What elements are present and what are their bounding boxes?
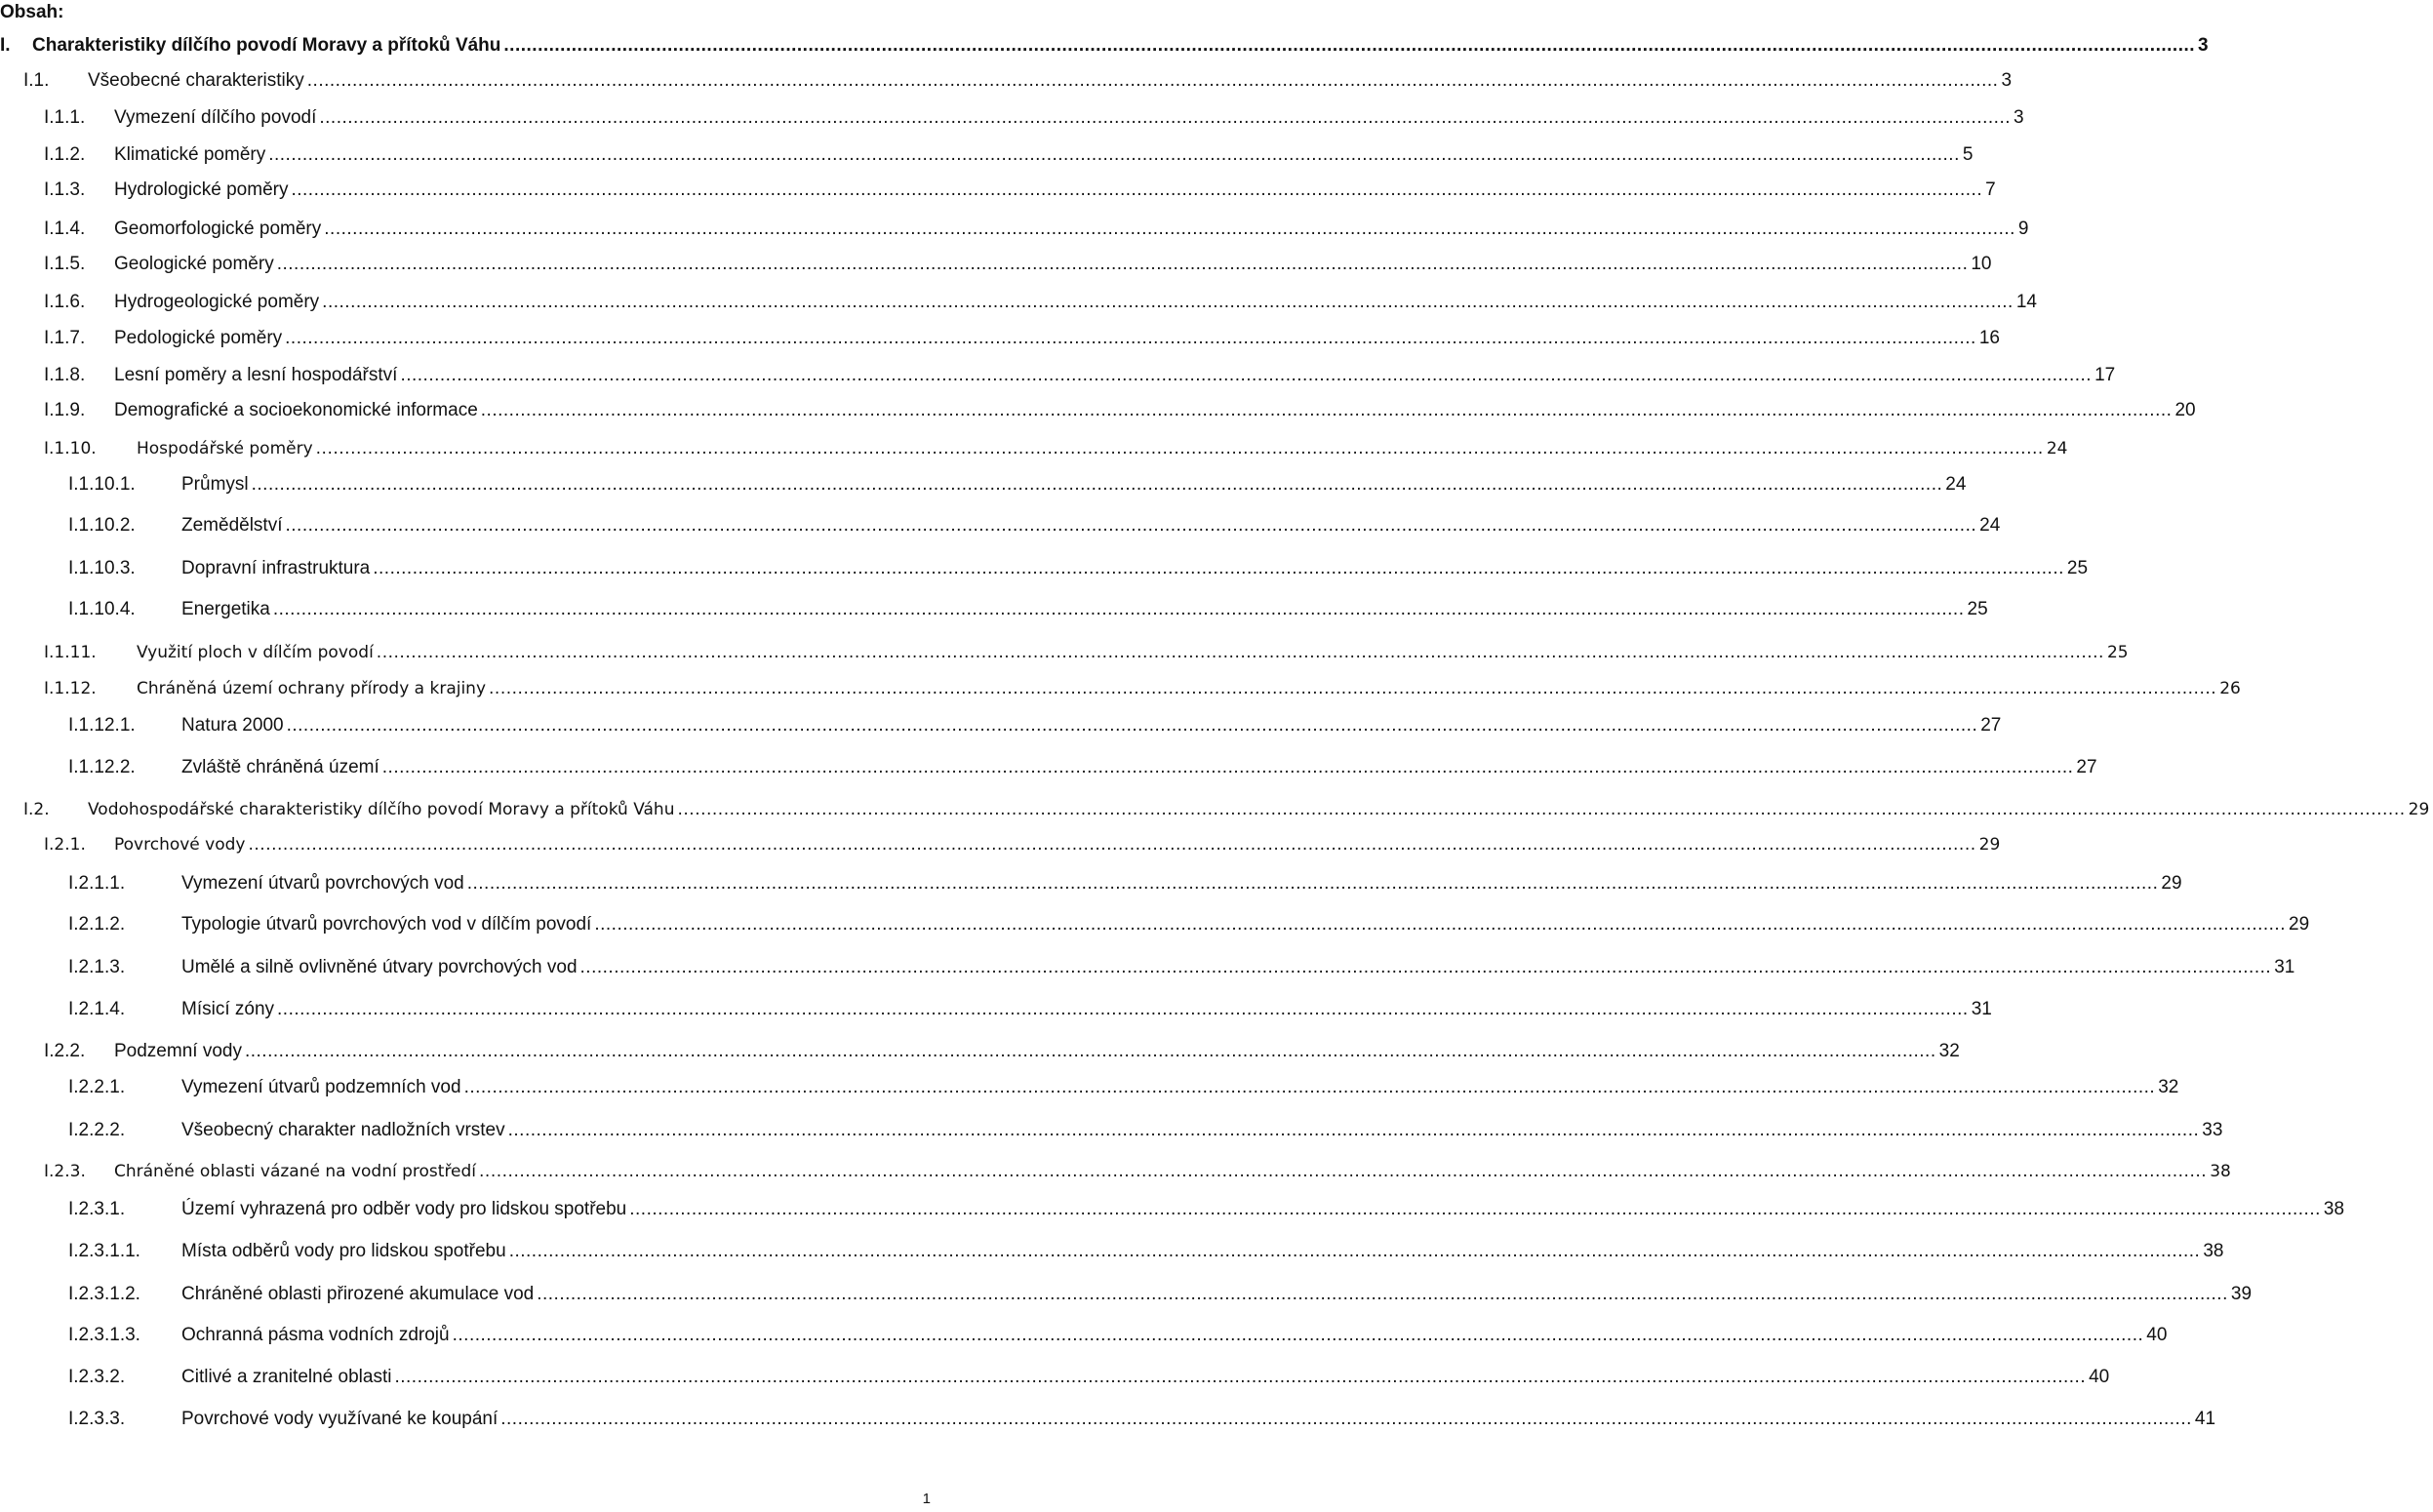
toc-number: I.1.2. — [44, 144, 86, 165]
toc-page-number: 38 — [2323, 1199, 2345, 1219]
toc-title: Dopravní infrastruktura — [181, 558, 371, 578]
toc-entry[interactable] — [68, 713, 2002, 738]
toc-entry[interactable] — [44, 326, 2000, 351]
toc-number: I.1.10. — [44, 439, 97, 458]
toc-title: Lesní poměry a lesní hospodářství — [114, 365, 398, 385]
toc-title: Typologie útvarů povrchových vod v dílčím povodí — [181, 914, 592, 935]
toc-page-number: 24 — [2046, 439, 2068, 458]
toc-number: I.2.3. — [44, 1162, 86, 1181]
toc-page-number: 16 — [1978, 328, 2000, 348]
toc-number: I.2.2.2. — [68, 1120, 126, 1140]
toc-entry[interactable] — [44, 832, 2001, 857]
toc-title: Využití ploch v dílčím povodí — [137, 643, 374, 662]
toc-number: I.1.3. — [44, 179, 86, 200]
toc-dot-leader: ............................................................................................................................................................................................................................................................................................................ — [285, 328, 1976, 348]
toc-number: I.2. — [23, 800, 50, 819]
toc-page-number: 32 — [2158, 1077, 2179, 1097]
toc-entry[interactable] — [68, 597, 1988, 622]
toc-dot-leader: ............................................................................................................................................................................................................................................................................................................ — [277, 999, 1969, 1019]
toc-entry[interactable] — [44, 1159, 2231, 1184]
toc-entry[interactable] — [68, 955, 2295, 980]
toc-entry[interactable] — [68, 755, 2097, 780]
toc-title: Všeobecné charakteristiky — [88, 70, 304, 91]
toc-number: I.1.10.2. — [68, 515, 136, 536]
toc-page-number: 41 — [2194, 1409, 2216, 1429]
toc-title: Hydrogeologické poměry — [114, 292, 320, 312]
toc-dot-leader: ............................................................................................................................................................................................................................................................................................................ — [537, 1284, 2228, 1304]
toc-number: I.2.1.3. — [68, 957, 126, 977]
toc-page-number: 24 — [1979, 515, 2001, 536]
toc-title: Charakteristiky dílčího povodí Moravy a přítoků Váhu — [32, 35, 501, 56]
toc-dot-leader: ............................................................................................................................................................................................................................................................................................................ — [373, 558, 2064, 578]
toc-title: Citlivé a zranitelné oblasti — [181, 1367, 392, 1387]
toc-title: Chráněné oblasti přirozené akumulace vod — [181, 1284, 535, 1304]
toc-entry[interactable] — [44, 363, 2116, 388]
toc-entry[interactable] — [68, 1407, 2216, 1432]
toc-title: Energetika — [181, 599, 270, 619]
toc-entry[interactable] — [68, 1323, 2168, 1348]
toc-page-number: 27 — [2076, 757, 2097, 777]
toc-dot-leader: ............................................................................................................................................................................................................................................................................................................ — [268, 144, 1960, 165]
toc-dot-leader: ............................................................................................................................................................................................................................................................................................................ — [248, 835, 1976, 855]
toc-dot-leader: ............................................................................................................................................................................................................................................................................................................ — [291, 179, 1983, 200]
toc-dot-leader: ............................................................................................................................................................................................................................................................................................................ — [489, 679, 2217, 698]
toc-dot-leader: ............................................................................................................................................................................................................................................................................................................ — [285, 515, 1977, 536]
toc-dot-leader: ............................................................................................................................................................................................................................................................................................................ — [394, 1367, 2087, 1387]
toc-number: I.2.3.3. — [68, 1409, 126, 1429]
toc-dot-leader: ............................................................................................................................................................................................................................................................................................................ — [244, 1041, 1936, 1061]
toc-title: Natura 2000 — [181, 715, 284, 736]
toc-number: I.1.8. — [44, 365, 86, 385]
toc-entry[interactable] — [23, 68, 2013, 94]
toc-page-number: 29 — [2289, 914, 2310, 935]
toc-page-number: 10 — [1971, 254, 1992, 274]
toc-entry[interactable] — [44, 252, 1992, 277]
toc-entry[interactable] — [44, 142, 1974, 168]
toc-entry[interactable] — [68, 1365, 2110, 1390]
toc-number: I.1.9. — [44, 400, 86, 420]
toc-page-number: 31 — [2274, 957, 2295, 977]
toc-dot-leader: ............................................................................................................................................................................................................................................................................................................ — [480, 400, 2173, 420]
toc-entry[interactable] — [68, 1075, 2179, 1100]
toc-dot-leader: ............................................................................................................................................................................................................................................................................................................ — [381, 757, 2074, 777]
toc-title: Vymezení útvarů podzemních vod — [181, 1077, 461, 1097]
toc-dot-leader: ............................................................................................................................................................................................................................................................................................................ — [466, 873, 2159, 894]
toc-page-number: 40 — [2146, 1325, 2168, 1345]
toc-dot-leader: ............................................................................................................................................................................................................................................................................................................ — [319, 107, 2012, 128]
toc-number: I.1.12.2. — [68, 757, 136, 777]
toc-entry[interactable] — [23, 797, 2430, 822]
toc-title: Mísicí zóny — [181, 999, 275, 1019]
toc-entry[interactable] — [44, 1039, 1960, 1064]
toc-number: I.1.11. — [44, 643, 97, 662]
toc-dot-leader: ............................................................................................................................................................................................................................................................................................................ — [276, 254, 1969, 274]
toc-entry[interactable] — [44, 217, 2029, 242]
toc-dot-leader: ............................................................................................................................................................................................................................................................................................................ — [272, 599, 1965, 619]
toc-number: I.2.1. — [44, 835, 86, 855]
toc-title: Vymezení dílčího povodí — [114, 107, 317, 128]
toc-number: I.2.1.2. — [68, 914, 126, 935]
toc-page-number: 25 — [2106, 643, 2129, 662]
toc-number: I.2.3.1.2. — [68, 1284, 140, 1304]
toc-title: Ochranná pásma vodních zdrojů — [181, 1325, 450, 1345]
toc-title: Místa odběrů vody pro lidskou spotřebu — [181, 1241, 506, 1261]
toc-page-number: 29 — [2408, 800, 2430, 819]
toc-number: I.1.6. — [44, 292, 86, 312]
toc-page-number: 29 — [1978, 835, 2001, 855]
toc-entry[interactable] — [68, 1239, 2224, 1264]
toc-entry[interactable] — [44, 290, 2037, 315]
toc-dot-leader: ............................................................................................................................................................................................................................................................................................................ — [594, 914, 2286, 935]
toc-entry[interactable] — [68, 912, 2310, 937]
toc-entry[interactable] — [68, 871, 2182, 896]
toc-title: Geologické poměry — [114, 254, 274, 274]
toc-dot-leader: ............................................................................................................................................................................................................................................................................................................ — [400, 365, 2093, 385]
toc-dot-leader: ............................................................................................................................................................................................................................................................................................................ — [629, 1199, 2321, 1219]
toc-dot-leader: ............................................................................................................................................................................................................................................................................................................ — [315, 439, 2044, 458]
toc-dot-leader: ............................................................................................................................................................................................................................................................................................................ — [500, 1409, 2192, 1429]
toc-page-number: 40 — [2089, 1367, 2110, 1387]
toc-title: Vodohospodářské charakteristiky dílčího povodí Moravy a přítoků Váhu — [88, 800, 675, 819]
toc-title: Povrchové vody využívané ke koupání — [181, 1409, 499, 1429]
page-number: 1 — [922, 1491, 931, 1507]
toc-page-number: 27 — [1980, 715, 2002, 736]
toc-page-number: 31 — [1971, 999, 1992, 1019]
toc-entry[interactable] — [0, 33, 2209, 59]
toc-dot-leader: ............................................................................................................................................................................................................................................................................................................ — [324, 219, 2015, 239]
toc-title: Zvláště chráněná území — [181, 757, 379, 777]
toc-entry[interactable] — [68, 472, 1967, 497]
toc-number: I.1.10.3. — [68, 558, 136, 578]
toc-dot-leader: ............................................................................................................................................................................................................................................................................................................ — [503, 35, 2196, 56]
toc-number: I.1.12.1. — [68, 715, 136, 736]
toc-number: I.1.12. — [44, 679, 97, 698]
toc-number: I.1.5. — [44, 254, 86, 274]
toc-title: Umělé a silně ovlivněné útvary povrchových vod — [181, 957, 578, 977]
toc-entry[interactable] — [44, 105, 2024, 131]
toc-page-number: 33 — [2202, 1120, 2223, 1140]
toc-page-number: 26 — [2219, 679, 2241, 698]
toc-title: Podzemní vody — [114, 1041, 242, 1061]
toc-entry[interactable] — [44, 640, 2129, 665]
toc-title: Hydrologické poměry — [114, 179, 289, 200]
toc-page-number: 29 — [2161, 873, 2182, 894]
toc-dot-leader: ............................................................................................................................................................................................................................................................................................................ — [463, 1077, 2156, 1097]
toc-page-number: 20 — [2174, 400, 2196, 420]
toc-number: I.2.3.1.3. — [68, 1325, 140, 1345]
toc-title: Pedologické poměry — [114, 328, 283, 348]
toc-dot-leader: ............................................................................................................................................................................................................................................................................................................ — [286, 715, 1978, 736]
toc-page-number: 25 — [1967, 599, 1988, 619]
toc-page-number: 3 — [2198, 35, 2209, 56]
toc-title: Hospodářské poměry — [137, 439, 313, 458]
toc-dot-leader: ............................................................................................................................................................................................................................................................................................................ — [508, 1241, 2201, 1261]
toc-number: I.1.10.4. — [68, 599, 136, 619]
toc-number: I.1.7. — [44, 328, 86, 348]
toc-dot-leader: ............................................................................................................................................................................................................................................................................................................ — [479, 1162, 2208, 1181]
toc-page-number: 32 — [1938, 1041, 1960, 1061]
toc-title: Povrchové vody — [114, 835, 246, 855]
toc-page-number: 14 — [2015, 292, 2037, 312]
toc-number: I.2.3.1.1. — [68, 1241, 140, 1261]
toc-number: I.2.1.1. — [68, 873, 126, 894]
toc-dot-leader: ............................................................................................................................................................................................................................................................................................................ — [579, 957, 2272, 977]
toc-number: I.1.10.1. — [68, 474, 136, 495]
toc-dot-leader: ............................................................................................................................................................................................................................................................................................................ — [677, 800, 2406, 819]
toc-entry[interactable] — [68, 1282, 2253, 1307]
toc-entry[interactable] — [68, 513, 2001, 538]
toc-number: I.2.2.1. — [68, 1077, 126, 1097]
toc-entry[interactable] — [68, 997, 1992, 1022]
toc-dot-leader: ............................................................................................................................................................................................................................................................................................................ — [306, 70, 1999, 91]
toc-page-number: 3 — [2001, 70, 2013, 91]
toc-page-number: 39 — [2230, 1284, 2253, 1304]
toc-title: Zemědělství — [181, 515, 283, 536]
toc-entry[interactable] — [44, 436, 2068, 461]
toc-title: Všeobecný charakter nadložních vrstev — [181, 1120, 505, 1140]
toc-title: Vymezení útvarů povrchových vod — [181, 873, 464, 894]
toc-title: Území vyhrazená pro odběr vody pro lidskou spotřebu — [181, 1199, 627, 1219]
toc-number: I.1.4. — [44, 219, 86, 239]
toc-entry[interactable] — [44, 178, 1996, 203]
toc-number: I.1. — [23, 70, 50, 91]
toc-number: I.2.3.1. — [68, 1199, 126, 1219]
toc-page-number: 9 — [2017, 219, 2029, 239]
toc-entry[interactable] — [68, 1118, 2223, 1143]
toc-title: Klimatické poměry — [114, 144, 266, 165]
toc-dot-leader: ............................................................................................................................................................................................................................................................................................................ — [251, 474, 1943, 495]
toc-entry[interactable] — [68, 556, 2089, 581]
toc-title: Průmysl — [181, 474, 249, 495]
toc-page-number: 25 — [2066, 558, 2089, 578]
toc-title: Demografické a socioekonomické informace — [114, 400, 478, 420]
toc-page-number: 3 — [2014, 107, 2024, 128]
toc-number: I.2.3.2. — [68, 1367, 126, 1387]
toc-page-number: 17 — [2094, 365, 2116, 385]
toc-title: Chráněná území ochrany přírody a krajiny — [137, 679, 487, 698]
toc-page-number: 24 — [1945, 474, 1967, 495]
toc-number: I.2.2. — [44, 1041, 86, 1061]
toc-entry[interactable] — [44, 398, 2196, 423]
toc-title: Geomorfologické poměry — [114, 219, 322, 239]
toc-dot-leader: ............................................................................................................................................................................................................................................................................................................ — [452, 1325, 2144, 1345]
toc-title: Chráněné oblasti vázané na vodní prostředí — [114, 1162, 477, 1181]
toc-page-number: 38 — [2210, 1162, 2231, 1181]
toc-entry[interactable] — [68, 1197, 2345, 1222]
toc-page-number: 38 — [2203, 1241, 2224, 1261]
toc-number: I.2.1.4. — [68, 999, 126, 1019]
toc-page-number: 7 — [1985, 179, 1996, 200]
toc-heading: Obsah: — [0, 2, 64, 22]
toc-page-number: 5 — [1962, 144, 1974, 165]
toc-number: I. — [0, 35, 11, 56]
toc-entry[interactable] — [44, 676, 2241, 701]
toc-number: I.1.1. — [44, 107, 86, 128]
toc-dot-leader: ............................................................................................................................................................................................................................................................................................................ — [376, 643, 2104, 662]
toc-dot-leader: ............................................................................................................................................................................................................................................................................................................ — [322, 292, 2014, 312]
toc-dot-leader: ............................................................................................................................................................................................................................................................................................................ — [507, 1120, 2200, 1140]
